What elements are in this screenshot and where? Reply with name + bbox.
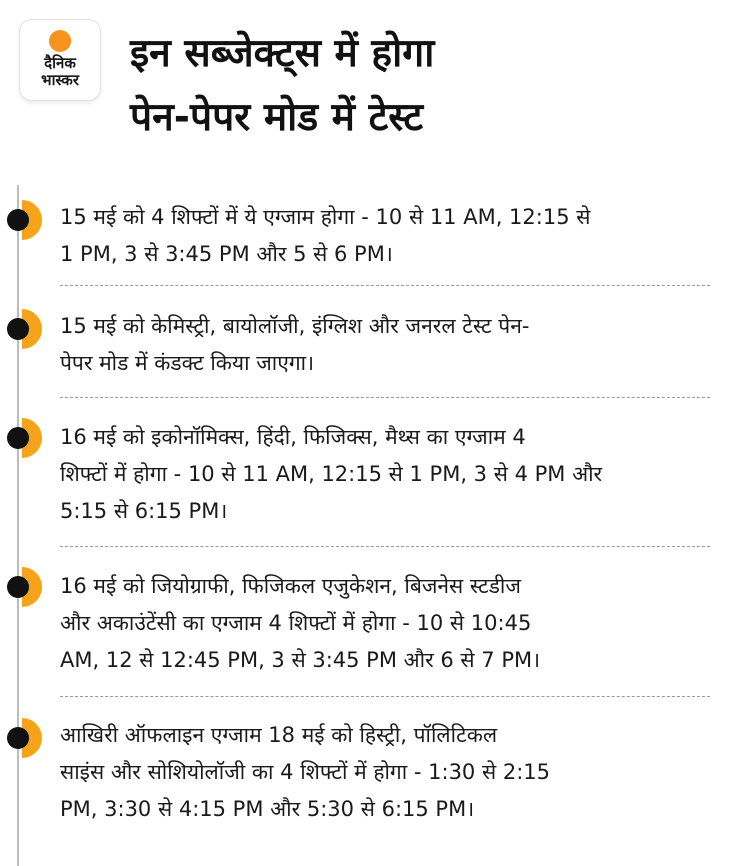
logo-text-line1: दैनिक xyxy=(44,54,76,72)
title-line-2: पेन-पेपर मोड में टेस्ट xyxy=(130,95,424,140)
sun-icon xyxy=(49,30,71,52)
item-line: AM, 12 से 12:45 PM, 3 से 3:45 PM और 6 से 7 PM। xyxy=(60,648,541,672)
timeline-line xyxy=(17,185,19,866)
bullet-icon xyxy=(0,418,40,458)
item-line: PM, 3:30 से 4:15 PM और 5:30 से 6:15 PM। xyxy=(60,797,475,821)
item-line: 16 मई को जियोग्राफी, फिजिकल एजुकेशन, बिजनेस स्टडीज xyxy=(60,574,521,598)
item-line: साइंस और सोशियोलॉजी का 4 शिफ्टों में होगा - 1:30 से 2:15 xyxy=(60,760,550,784)
item-text xyxy=(60,568,710,679)
item-line: 15 मई को केमिस्ट्री, बायोलॉजी, इंग्लिश और जनरल टेस्ट पेन- xyxy=(60,314,530,338)
dainik-bhaskar-logo xyxy=(20,20,100,100)
bullet-icon xyxy=(0,567,40,607)
item-line: 15 मई को 4 शिफ्टों में ये एग्जाम होगा - 10 से 11 AM, 12:15 से xyxy=(60,205,591,229)
item-line: पेपर मोड में कंडक्ट किया जाएगा। xyxy=(60,351,315,375)
page-title xyxy=(130,22,710,150)
item-line: 5:15 से 6:15 PM। xyxy=(60,499,228,523)
item-text xyxy=(60,308,710,382)
dotted-divider xyxy=(60,696,710,697)
logo-text-line2: भास्कर xyxy=(41,71,79,89)
dotted-divider xyxy=(60,546,710,547)
item-text xyxy=(60,199,710,273)
item-text xyxy=(60,419,710,530)
item-text xyxy=(60,717,710,828)
title-line-1: इन सब्जेक्ट्स में होगा xyxy=(130,31,435,76)
bullet-icon xyxy=(0,200,40,240)
dotted-divider xyxy=(60,285,710,286)
item-line: 1 PM, 3 से 3:45 PM और 5 से 6 PM। xyxy=(60,242,393,266)
bullet-icon xyxy=(0,309,40,349)
item-line: आखिरी ऑफलाइन एग्जाम 18 मई को हिस्ट्री, पॉलिटिकल xyxy=(60,723,498,747)
item-line: और अकाउंटेंसी का एग्जाम 4 शिफ्टों में होगा - 10 से 10:45 xyxy=(60,611,532,635)
item-line: शिफ्टों में होगा - 10 से 11 AM, 12:15 से 1 PM, 3 से 4 PM और xyxy=(60,462,603,486)
item-line: 16 मई को इकोनॉमिक्स, हिंदी, फिजिक्स, मैथ्स का एग्जाम 4 xyxy=(60,425,526,449)
bullet-icon xyxy=(0,718,40,758)
dotted-divider xyxy=(60,397,710,398)
